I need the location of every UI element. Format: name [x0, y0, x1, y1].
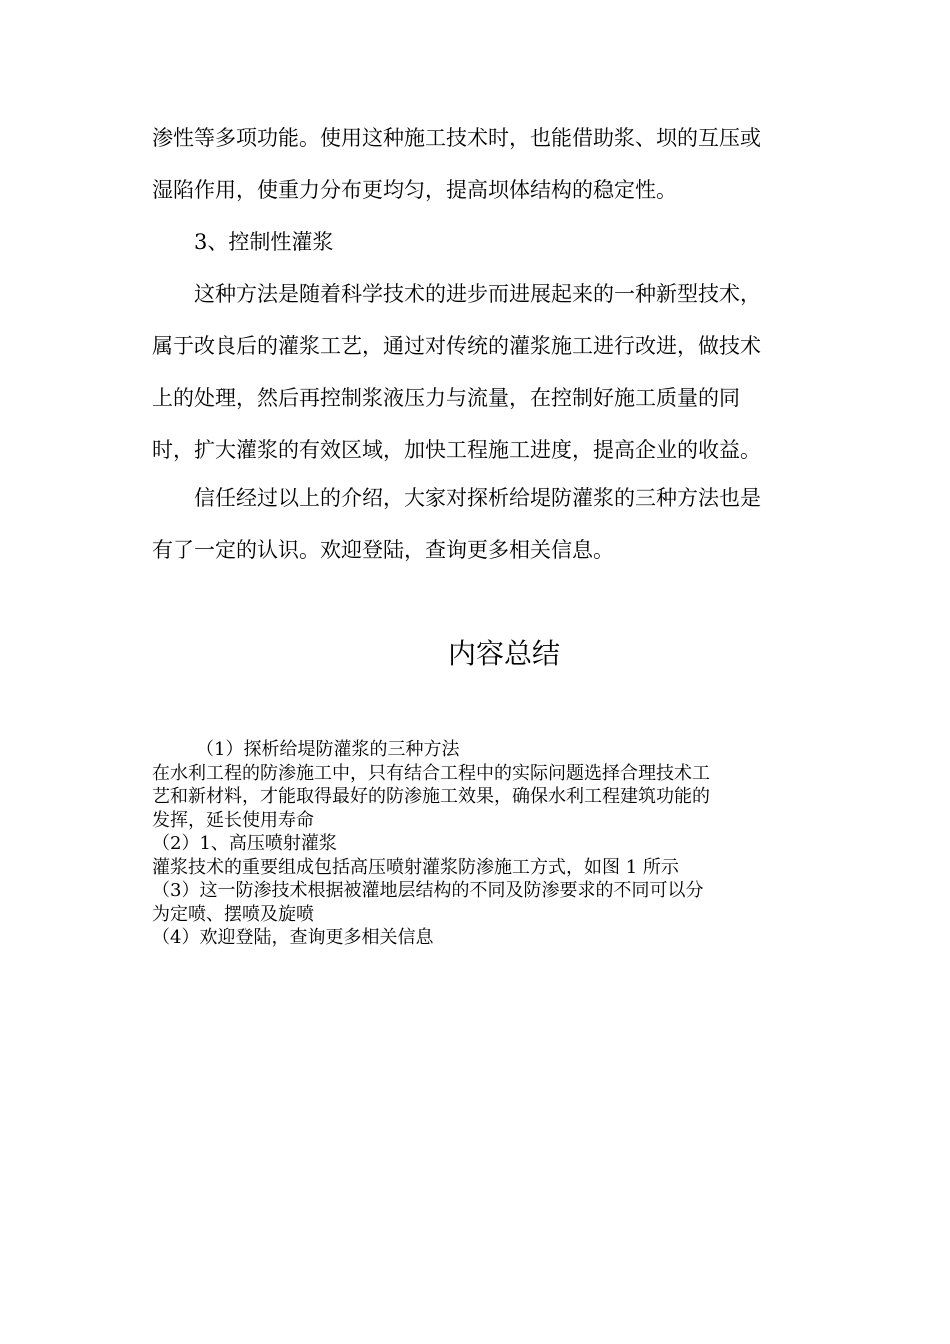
paragraph-controlled-grouting — [152, 268, 802, 476]
summary-line: 艺和新材料，才能取得最好的防渗施工效果，确保水利工程建筑功能的 — [152, 786, 710, 807]
paragraph-line: 这种方法是随着科学技术的进步而进展起来的一种新型技术， — [194, 282, 761, 306]
paragraph-continuation — [152, 112, 802, 216]
paragraph-line: 有了一定的认识。欢迎登陆，查询更多相关信息。 — [152, 538, 614, 562]
paragraph-line: 属于改良后的灌浆工艺，通过对传统的灌浆施工进行改进，做技术 — [152, 334, 761, 358]
summary-line: 灌浆技术的重要组成包括高压喷射灌浆防渗施工方式，如图 1 所示 — [152, 856, 679, 878]
summary-line: （1）探析给堤防灌浆的三种方法 — [196, 739, 460, 760]
summary-line: 发挥，延长使用寿命 — [152, 809, 314, 831]
summary-line: 在水利工程的防渗施工中，只有结合工程中的实际问题选择合理技术工 — [152, 762, 710, 784]
section-heading-text: 3、控制性灌浆 — [194, 230, 334, 254]
summary-title: 内容总结 — [447, 637, 560, 670]
section-heading-controlled-grouting — [152, 216, 802, 268]
summary-line: 为定喷、摆喷及旋喷 — [152, 903, 314, 925]
summary-list — [152, 738, 802, 950]
paragraph-line: 信任经过以上的介绍，大家对探析给堤防灌浆的三种方法也是 — [194, 486, 761, 510]
summary-line: （2）1、高压喷射灌浆 — [152, 833, 337, 854]
paragraph-line: 湿陷作用，使重力分布更均匀，提高坝体结构的稳定性。 — [152, 178, 677, 202]
paragraph-line: 渗性等多项功能。使用这种施工技术时，也能借助浆、坝的互压或 — [152, 126, 761, 150]
paragraph-line: 上的处理，然后再控制浆液压力与流量，在控制好施工质量的同 — [152, 386, 740, 410]
paragraph-line: 时，扩大灌浆的有效区域，加快工程施工进度，提高企业的收益。 — [152, 438, 761, 462]
summary-line: （3）这一防渗技术根据被灌地层结构的不同及防渗要求的不同可以分 — [152, 880, 704, 901]
paragraph-conclusion — [152, 472, 802, 576]
summary-line: （4）欢迎登陆，查询更多相关信息 — [152, 927, 434, 948]
